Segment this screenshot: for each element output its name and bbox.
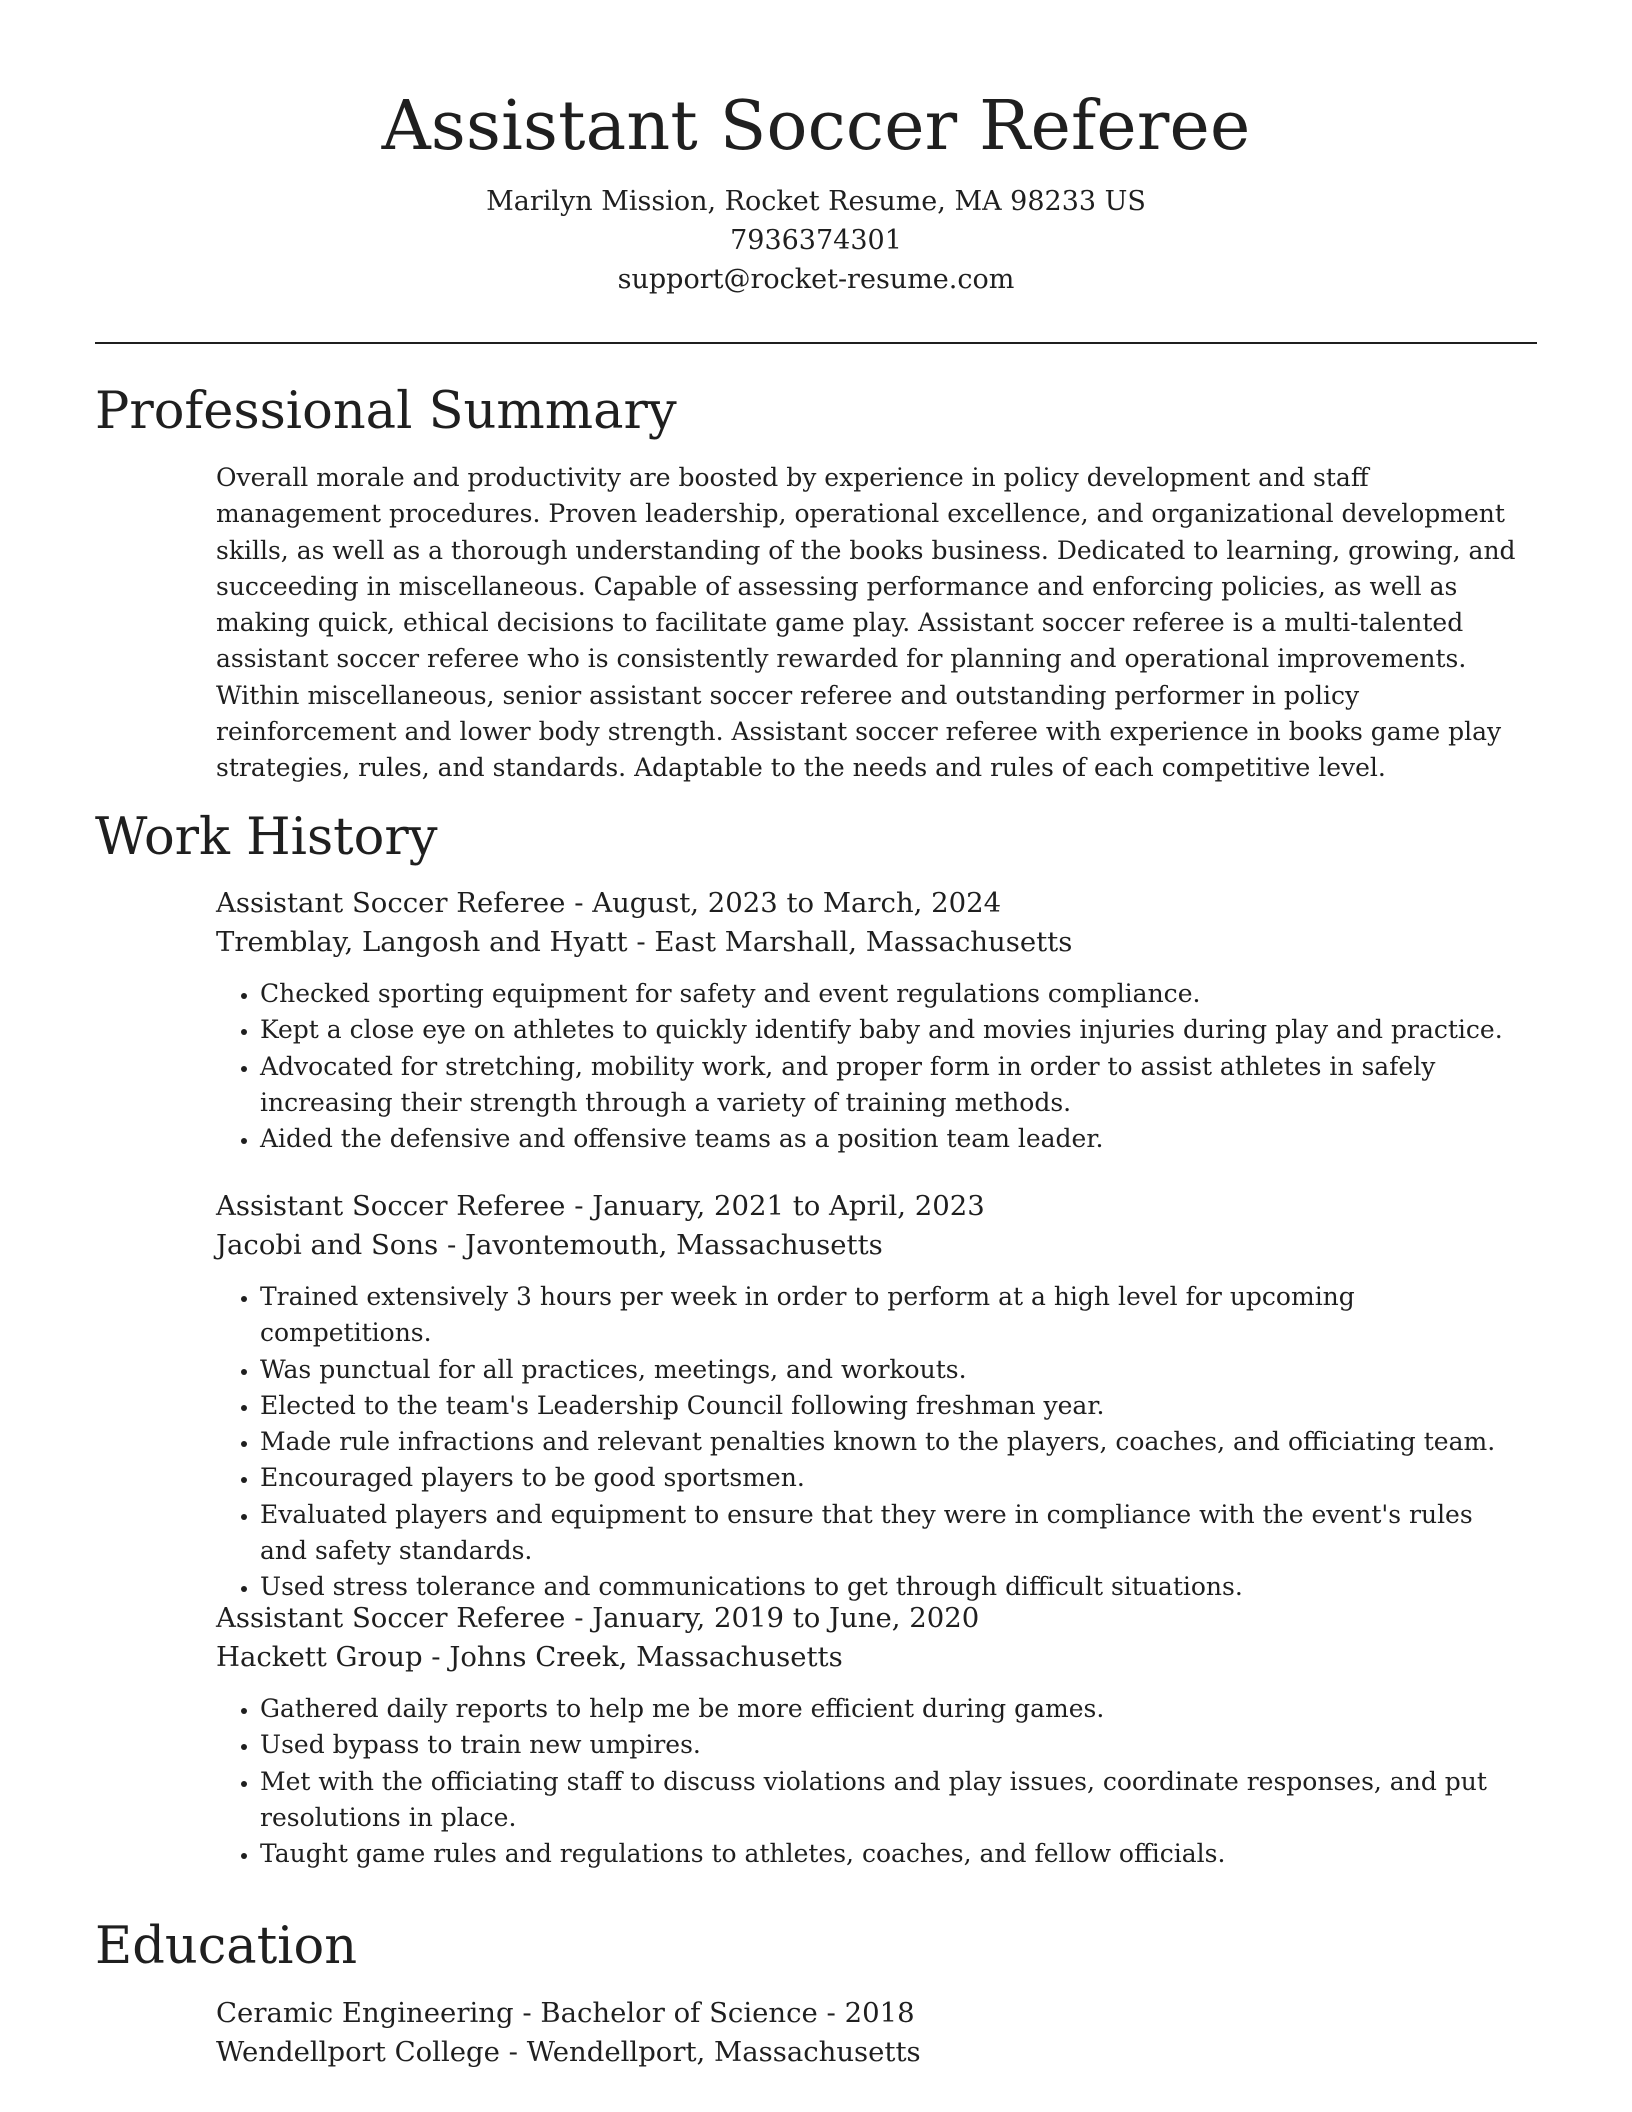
job-role: Assistant Soccer Referee [216, 1602, 566, 1634]
education-year: 2018 [844, 1997, 915, 2029]
candidate-name: Assistant Soccer Referee [381, 87, 1251, 166]
job-company-line [216, 923, 1526, 962]
job-location: East Marshall, Massachusetts [654, 926, 1073, 958]
summary-text: Overall morale and productivity are boosted by experience in policy development and staff management procedures. Proven leadership, operational excellence, and organizational development skills, as well as a thorough understanding of the books business. Dedicated to learning, growing, and succeeding in miscellaneous. Capable of assessing performance and enforcing policies, as well as making quick, ethical decisions to facilitate game play. Assistant soccer referee is a multi-talented assistant soccer referee who is consistently rewarded for planning and operational improvements. Within miscellaneous, senior assistant soccer referee and outstanding performer in policy reinforcement and lower body strength. Assistant soccer referee with experience in books game play strategies, rules, and standards. Adaptable to the needs and rules of each competitive level. [216, 463, 1516, 783]
job-role: Assistant Soccer Referee [216, 1190, 566, 1222]
list-item: • Evaluated players and equipment to ensure that they were in compliance with the event's rules and safety standards. [260, 1497, 1526, 1570]
education-school: Wendellport College [216, 2036, 500, 2068]
job-title-line [216, 1187, 1526, 1226]
list-item: • Elected to the team's Leadership Council following freshman year. [260, 1388, 1526, 1424]
separator: - [574, 887, 593, 919]
list-item: • Kept a close eye on athletes to quickly identify baby and movies injuries during play and practice. [260, 1012, 1526, 1048]
list-item: • Aided the defensive and offensive teams as a position team leader. [260, 1121, 1526, 1157]
education-field: Ceramic Engineering [216, 1997, 514, 2029]
list-item: • Checked sporting equipment for safety and event regulations compliance. [260, 976, 1526, 1012]
list-item: • Encouraged players to be good sportsmen. [260, 1460, 1526, 1496]
section-title-summary: Professional Summary [95, 382, 677, 441]
job-title-line [216, 884, 1526, 923]
contact-block [95, 182, 1537, 299]
section-title-education: Education [95, 1917, 358, 1976]
job-location: Johns Creek, Massachusetts [449, 1641, 843, 1673]
separator: - [826, 1997, 845, 2029]
job-title-line [216, 1599, 1526, 1638]
job-location: Javontemouth, Massachusetts [465, 1229, 883, 1261]
job-entry [216, 1599, 1526, 1872]
job-bullets [216, 1279, 1526, 1606]
education-entry [216, 1994, 1526, 2072]
contact-phone: 7936374301 [730, 225, 902, 256]
list-item: • Advocated for stretching, mobility work, and proper form in order to assist athletes in safely increasing their strength through a variety of training methods. [260, 1049, 1526, 1122]
job-company-line [216, 1638, 1526, 1677]
job-dates: January, 2019 to June, 2020 [592, 1602, 980, 1634]
job-entry [216, 884, 1526, 1157]
job-dates: August, 2023 to March, 2024 [592, 887, 1002, 919]
contact-address: Marilyn Mission, Rocket Resume, MA 98233 US [486, 186, 1146, 217]
resume-header [95, 82, 1537, 299]
contact-email: support@rocket-resume.com [617, 264, 1015, 295]
list-item: • Used bypass to train new umpires. [260, 1727, 1526, 1763]
list-item: • Used stress tolerance and communications to get through difficult situations. [260, 1569, 1526, 1605]
job-company-line [216, 1226, 1526, 1265]
job-role: Assistant Soccer Referee [216, 887, 566, 919]
job-company: Jacobi and Sons [216, 1229, 439, 1261]
list-item: • Taught game rules and regulations to athletes, coaches, and fellow officials. [260, 1836, 1526, 1872]
job-company: Tremblay, Langosh and Hyatt [216, 926, 628, 958]
separator: - [574, 1190, 593, 1222]
separator: - [522, 1997, 541, 2029]
header-divider [95, 342, 1537, 344]
separator: - [508, 2036, 527, 2068]
list-item: • Trained extensively 3 hours per week in order to perform at a high level for upcoming competitions. [260, 1279, 1526, 1352]
list-item: • Was punctual for all practices, meetings, and workouts. [260, 1352, 1526, 1388]
education-degree: Bachelor of Science [540, 1997, 818, 2029]
job-company: Hackett Group [216, 1641, 423, 1673]
separator: - [574, 1602, 593, 1634]
list-item: • Gathered daily reports to help me be more efficient during games. [260, 1691, 1526, 1727]
job-bullets [216, 976, 1526, 1157]
section-title-work-history: Work History [95, 808, 438, 867]
summary-block [216, 460, 1526, 787]
separator: - [636, 926, 655, 958]
job-bullets [216, 1691, 1526, 1872]
education-location: Wendellport, Massachusetts [526, 2036, 921, 2068]
job-dates: January, 2021 to April, 2023 [592, 1190, 985, 1222]
separator: - [431, 1641, 450, 1673]
list-item: • Made rule infractions and relevant penalties known to the players, coaches, and officiating team. [260, 1424, 1526, 1460]
education-degree-line [216, 1994, 1526, 2033]
education-school-line [216, 2033, 1526, 2072]
separator: - [446, 1229, 465, 1261]
list-item: • Met with the officiating staff to discuss violations and play issues, coordinate responses, and put resolutions in place. [260, 1764, 1526, 1837]
job-entry [216, 1187, 1526, 1606]
